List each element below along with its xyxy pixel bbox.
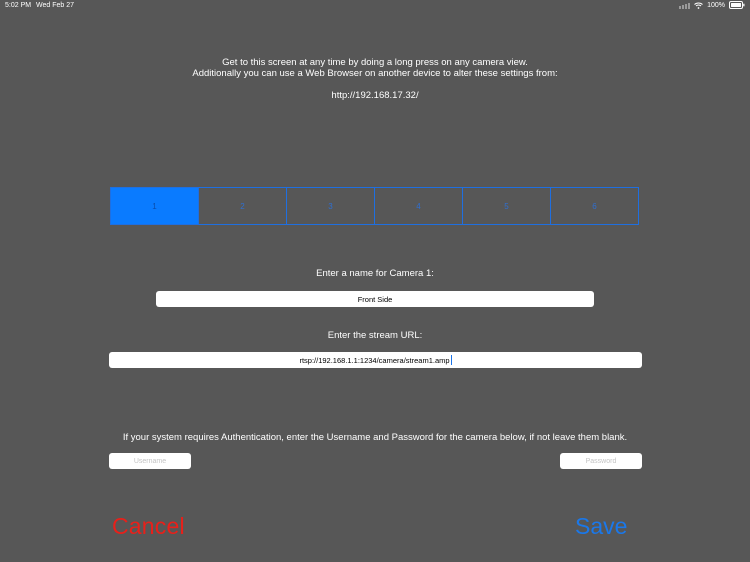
camera-tab-label: 4 [416, 201, 421, 211]
signal-icon [679, 2, 690, 9]
camera-tab-label: 1 [152, 201, 157, 211]
camera-tab-label: 5 [504, 201, 509, 211]
stream-url-value: rtsp://192.168.1.1:1234/camera/stream1.amp [299, 355, 450, 365]
web-settings-url: http://192.168.17.32/ [331, 90, 419, 101]
info-text-line2: Additionally you can use a Web Browser on another device to alter these settings from: [192, 68, 558, 79]
username-placeholder: Username [133, 457, 167, 465]
wifi-icon [694, 2, 703, 9]
camera-tab-1[interactable] [111, 188, 199, 224]
text-cursor [451, 355, 452, 365]
camera-tab-5[interactable] [463, 188, 551, 224]
camera-tab-label: 3 [328, 201, 333, 211]
camera-name-input[interactable] [156, 291, 594, 307]
camera-tab-3[interactable] [287, 188, 375, 224]
auth-instructions: If your system requires Authentication, enter the Username and Password for the camera below, if not leave them blank. [122, 432, 628, 443]
username-input[interactable] [109, 453, 191, 469]
password-placeholder: Password [585, 457, 617, 465]
stream-url-label: Enter the stream URL: [327, 330, 423, 341]
battery-icon [729, 1, 745, 9]
camera-selector [110, 187, 639, 225]
camera-tab-2[interactable] [199, 188, 287, 224]
status-time: 5:02 PM [5, 2, 32, 9]
camera-name-label: Enter a name for Camera 1: [316, 268, 434, 279]
camera-tab-label: 6 [592, 201, 597, 211]
status-indicators [679, 1, 745, 9]
battery-percent: 100% [707, 1, 725, 9]
stream-url-input[interactable] [109, 352, 642, 368]
info-text-line1: Get to this screen at any time by doing a long press on any camera view. [222, 57, 528, 68]
save-button[interactable]: Save [575, 513, 628, 539]
status-bar [0, 0, 750, 12]
camera-tab-label: 2 [240, 201, 245, 211]
status-date: Wed Feb 27 [36, 2, 75, 9]
camera-tab-6[interactable] [551, 188, 638, 224]
camera-tab-4[interactable] [375, 188, 463, 224]
camera-name-value: Front Side [357, 294, 393, 304]
cancel-button[interactable]: Cancel [112, 513, 185, 539]
password-input[interactable] [560, 453, 642, 469]
